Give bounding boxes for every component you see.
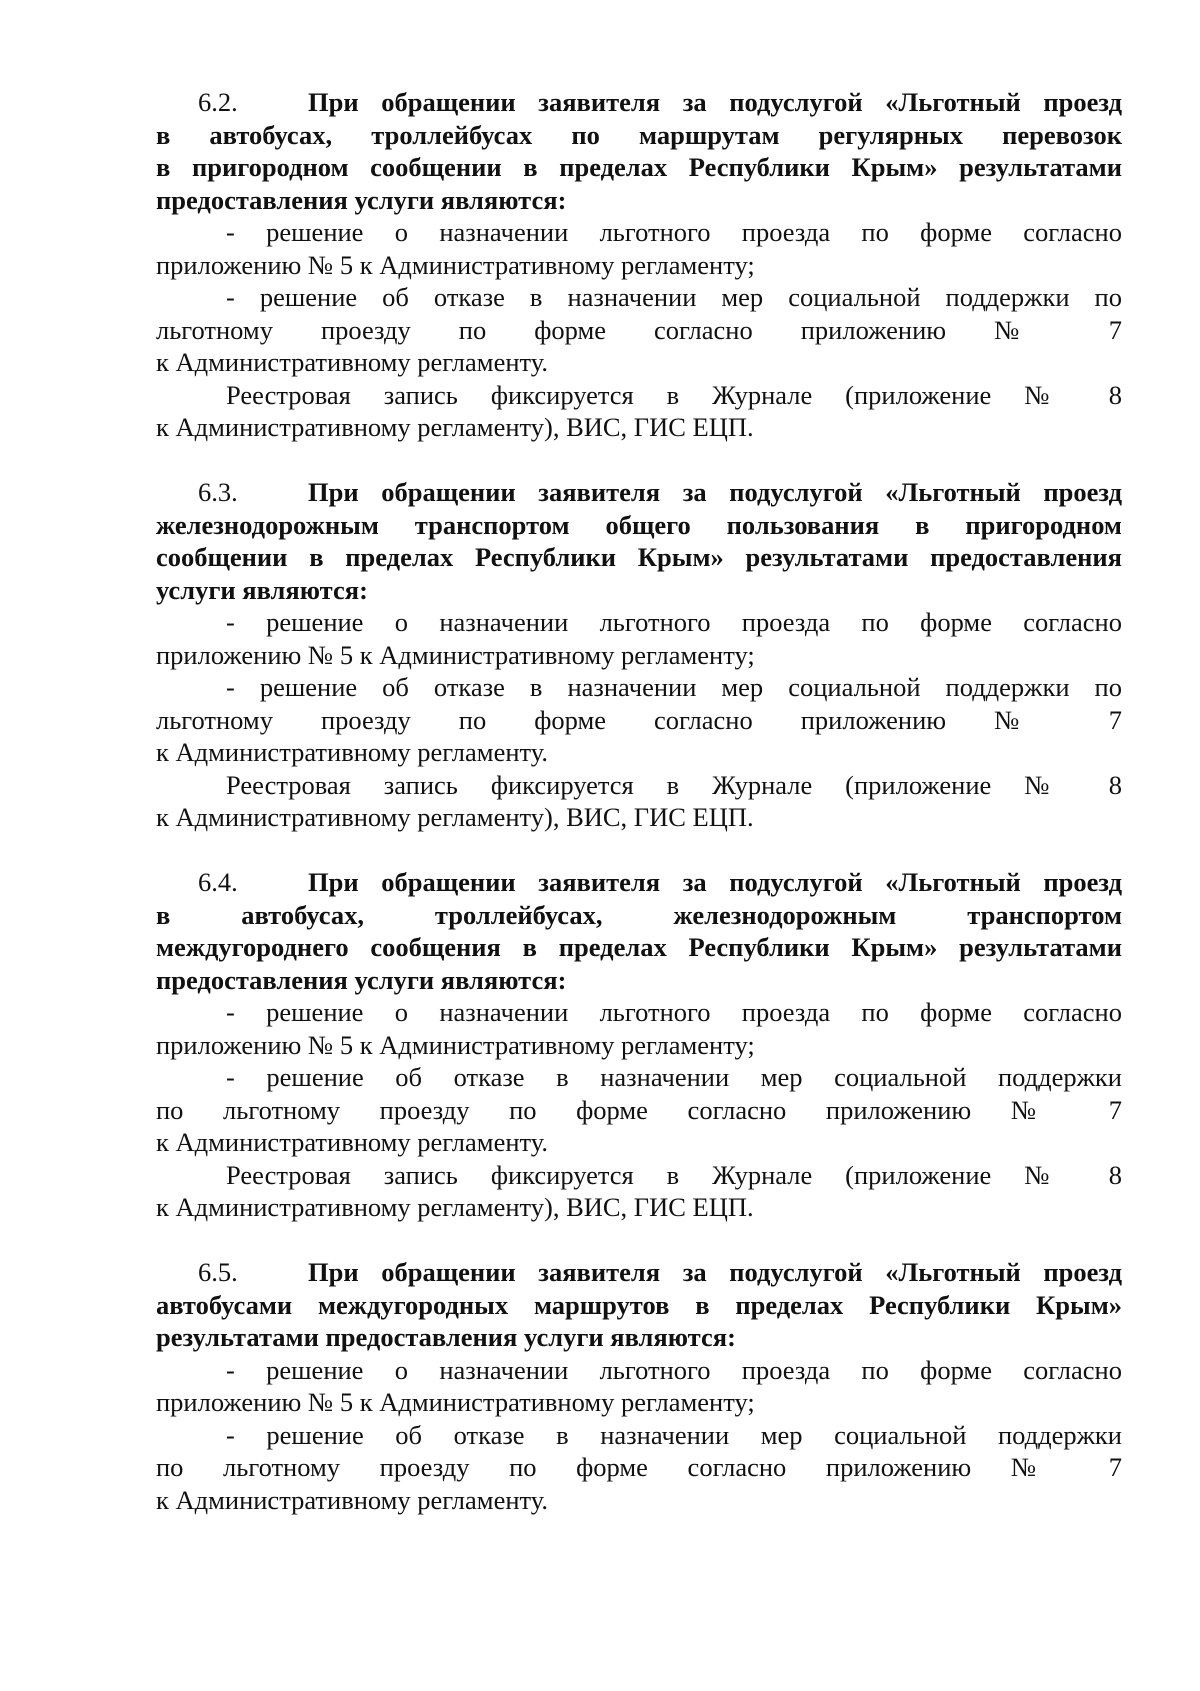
section-number: 6.4. bbox=[198, 867, 238, 897]
section-number: 6.2. bbox=[198, 87, 238, 117]
registry-line: Реестровая запись фиксируется в Журнале (приложение № 8 bbox=[226, 1159, 1122, 1190]
registry-line: к Административному регламенту), ВИС, ГИС ЕЦП. bbox=[156, 1192, 754, 1222]
section-6-4 bbox=[156, 866, 1122, 1224]
section-heading-line: предоставления услуги являются: bbox=[156, 184, 567, 215]
list-item-line: к Административному регламенту. bbox=[156, 1484, 548, 1515]
list-item-line: - решение об отказе в назначении мер социальной поддержки bbox=[226, 1062, 1122, 1092]
section-heading-line: в автобусах, троллейбусах, железнодорожным транспортом bbox=[156, 899, 1122, 930]
list-item-line: приложению № 5 к Административному регламенту; bbox=[156, 1387, 755, 1417]
list-item-line: - решение о назначении льготного проезда по форме согласно bbox=[226, 217, 1122, 247]
document-page bbox=[156, 86, 1122, 1516]
list-item-line: к Административному регламенту. bbox=[156, 1127, 548, 1157]
section-heading-line: 6.5. При обращении заявителя за подуслугой «Льготный проезд bbox=[198, 1257, 1122, 1287]
section-heading-line: услуги являются: bbox=[156, 574, 368, 605]
section-heading-line: в пригородном сообщении в пределах Республики Крым» результатами bbox=[156, 152, 1122, 182]
list-item-line: - решение об отказе в назначении мер социальной поддержки по bbox=[226, 282, 1122, 312]
paragraph-gap bbox=[156, 1224, 1122, 1257]
section-heading-line: железнодорожным транспортом общего пользования в пригородном bbox=[156, 509, 1122, 540]
registry-line: к Административному регламенту), ВИС, ГИС ЕЦП. bbox=[156, 412, 754, 442]
registry-line: Реестровая запись фиксируется в Журнале (приложение № 8 bbox=[226, 379, 1122, 410]
list-item-line: по льготному проезду по форме согласно приложению № 7 bbox=[156, 1452, 1122, 1482]
section-6-5 bbox=[156, 1256, 1122, 1516]
section-6-2 bbox=[156, 86, 1122, 444]
list-item-line: приложению № 5 к Административному регламенту; bbox=[156, 1029, 755, 1060]
list-item-line: льготному проезду по форме согласно приложению № 7 bbox=[156, 314, 1122, 345]
section-heading-line: 6.3. При обращении заявителя за подуслугой «Льготный проезд bbox=[198, 477, 1122, 507]
list-item-line: - решение о назначении льготного проезда по форме согласно bbox=[226, 997, 1122, 1027]
list-item-line: - решение об отказе в назначении мер социальной поддержки по bbox=[226, 672, 1122, 702]
section-heading-line: предоставления услуги являются: bbox=[156, 964, 567, 995]
registry-line: Реестровая запись фиксируется в Журнале (приложение № 8 bbox=[226, 769, 1122, 800]
section-heading-line: междугороднего сообщения в пределах Республики Крым» результатами bbox=[156, 932, 1122, 962]
list-item-line: к Административному регламенту. bbox=[156, 737, 548, 767]
list-item-line: к Административному регламенту. bbox=[156, 347, 548, 377]
paragraph-gap bbox=[156, 444, 1122, 477]
list-item-line: льготному проезду по форме согласно приложению № 7 bbox=[156, 704, 1122, 735]
section-heading-line: 6.4. При обращении заявителя за подуслугой «Льготный проезд bbox=[198, 867, 1122, 897]
section-6-3 bbox=[156, 476, 1122, 834]
list-item-line: - решение о назначении льготного проезда по форме согласно bbox=[226, 607, 1122, 637]
section-heading-line: в автобусах, троллейбусах по маршрутам регулярных перевозок bbox=[156, 119, 1122, 150]
section-heading-line: 6.2. При обращении заявителя за подуслугой «Льготный проезд bbox=[198, 87, 1122, 117]
section-heading-line: автобусами междугородных маршрутов в пределах Республики Крым» bbox=[156, 1289, 1122, 1320]
registry-line: к Административному регламенту), ВИС, ГИС ЕЦП. bbox=[156, 802, 754, 832]
section-heading-line: сообщении в пределах Республики Крым» результатами предоставления bbox=[156, 542, 1122, 572]
section-number: 6.3. bbox=[198, 477, 238, 507]
section-number: 6.5. bbox=[198, 1257, 238, 1287]
section-heading-line: результатами предоставления услуги являются: bbox=[156, 1322, 736, 1352]
paragraph-gap bbox=[156, 834, 1122, 867]
list-item-line: по льготному проезду по форме согласно приложению № 7 bbox=[156, 1094, 1122, 1125]
list-item-line: приложению № 5 к Административному регламенту; bbox=[156, 249, 755, 280]
list-item-line: - решение о назначении льготного проезда по форме согласно bbox=[226, 1354, 1122, 1385]
list-item-line: приложению № 5 к Административному регламенту; bbox=[156, 639, 755, 670]
list-item-line: - решение об отказе в назначении мер социальной поддержки bbox=[226, 1419, 1122, 1450]
